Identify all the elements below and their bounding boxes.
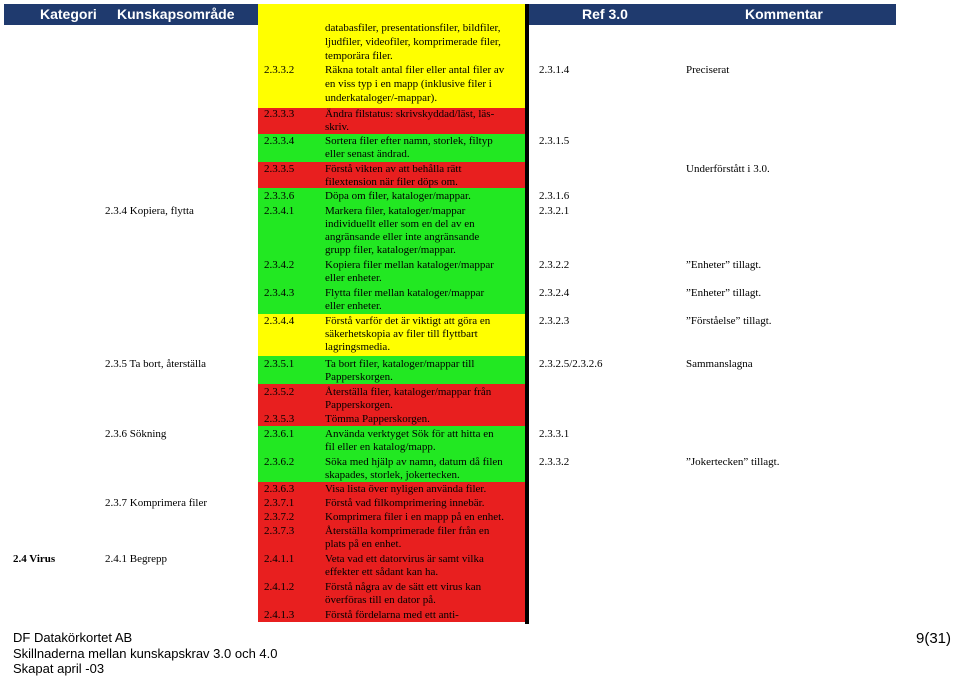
moment-text: effekter ett sådant kan ha.	[325, 566, 439, 578]
ref30-cell: 2.3.2.4	[539, 287, 570, 299]
moment-text: Ändra filstatus: skrivskyddad/läst, läs-	[325, 108, 495, 120]
moment-text: fil eller en katalog/mapp.	[325, 441, 436, 453]
moment-text: ljudfiler, videofiler, komprimerade filer,	[325, 36, 501, 48]
moment-text: eller senast ändrad.	[325, 148, 410, 160]
comment-cell: ”Enheter” tillagt.	[686, 259, 762, 271]
ref40-cell: 2.3.5.1	[264, 358, 295, 370]
moment-text: lagringsmedia.	[325, 341, 391, 353]
moment-text: databasfiler, presentationsfiler, bildfiler,	[325, 22, 501, 34]
ref40-cell: 2.3.6.2	[264, 456, 295, 468]
ref30-cell: 2.3.2.2	[539, 259, 570, 271]
comment-cell: ”Jokertecken” tillagt.	[686, 456, 780, 468]
ref40-cell: 2.4.1.1	[264, 553, 295, 565]
moment-text: Förstå vikten av att behålla rätt	[325, 163, 462, 175]
ref30-cell: 2.3.1.5	[539, 135, 570, 147]
moment-text: Kopiera filer mellan kataloger/mappar	[325, 259, 494, 271]
ref40-cell: 2.3.7.3	[264, 525, 295, 537]
moment-text: Förstå vad filkomprimering innebär.	[325, 497, 485, 509]
moment-text: en viss typ i en mapp (inklusive filer i	[325, 78, 492, 90]
column-divider	[525, 4, 529, 624]
moment-text: underkataloger/-mappar).	[325, 92, 438, 104]
ref30-cell: 2.3.3.2	[539, 456, 570, 468]
moment-text: eller enheter.	[325, 300, 382, 312]
ref40-cell: 2.4.1.2	[264, 581, 295, 593]
footer-date: Skapat april -03	[13, 661, 105, 676]
moment-text: Förstå några av de sätt ett virus kan	[325, 581, 482, 593]
moment-text: säkerhetskopia av filer till flyttbart	[325, 328, 478, 340]
footer-title: Skillnaderna mellan kunskapskrav 3.0 och 4.0	[13, 646, 278, 661]
moment-text: temporära filer.	[325, 50, 393, 62]
ref30-cell: 2.3.1.6	[539, 190, 570, 202]
moment-text: Återställa filer, kataloger/mappar från	[325, 386, 492, 398]
header-ref30: Ref 3.0	[582, 6, 628, 22]
ref40-cell: 2.3.4.4	[264, 315, 295, 327]
moment-text: överföras till en dator på.	[325, 594, 436, 606]
ref40-cell: 2.3.6.1	[264, 428, 295, 440]
moment-text: Söka med hjälp av namn, datum då filen	[325, 456, 503, 468]
moment-text: angränsande eller inte angränsande	[325, 231, 480, 243]
moment-text: Komprimera filer i en mapp på en enhet.	[325, 511, 504, 523]
ref40-cell: 2.3.5.2	[264, 386, 295, 398]
moment-text: grupp filer, kataloger/mappar.	[325, 244, 456, 256]
header-kommentar: Kommentar	[745, 6, 823, 22]
moment-text: Räkna totalt antal filer eller antal filer av	[325, 64, 505, 76]
area-cell: 2.3.6 Sökning	[105, 428, 167, 440]
category-cell: 2.4 Virus	[13, 553, 56, 565]
comment-cell: Sammanslagna	[686, 358, 753, 370]
area-cell: 2.4.1 Begrepp	[105, 553, 168, 565]
ref40-cell: 2.3.4.1	[264, 205, 295, 217]
header-kategori: Kategori	[40, 6, 97, 22]
moment-text: skapades, storlek, jokertecken.	[325, 469, 460, 481]
area-cell: 2.3.5 Ta bort, återställa	[105, 358, 207, 370]
comment-cell: ”Enheter” tillagt.	[686, 287, 762, 299]
moment-text: Veta vad ett datorvirus är samt vilka	[325, 553, 484, 565]
footer-company: DF Datakörkortet AB	[13, 630, 133, 645]
ref30-cell: 2.3.3.1	[539, 428, 570, 440]
moment-text: eller enheter.	[325, 272, 382, 284]
comment-cell: Preciserat	[686, 64, 730, 76]
ref40-cell: 2.3.3.6	[264, 190, 295, 202]
moment-text: Flytta filer mellan kataloger/mappar	[325, 287, 485, 299]
ref30-cell: 2.3.2.3	[539, 315, 570, 327]
ref40-cell: 2.3.4.2	[264, 259, 295, 271]
moment-text: Återställa komprimerade filer från en	[325, 525, 490, 537]
ref40-cell: 2.3.3.2	[264, 64, 295, 76]
moment-text: skriv.	[325, 121, 350, 133]
ref40-cell: 2.3.3.4	[264, 135, 295, 147]
moment-text: Döpa om filer, kataloger/mappar.	[325, 190, 471, 202]
page-number: 9(31)	[916, 630, 952, 647]
moment-text: Använda verktyget Sök för att hitta en	[325, 428, 494, 440]
ref40-cell: 2.3.3.5	[264, 163, 295, 175]
ref30-cell: 2.3.2.1	[539, 205, 570, 217]
ref30-cell: 2.3.1.4	[539, 64, 570, 76]
header-kunskapsomrade: Kunskapsområde	[117, 6, 235, 22]
moment-text: Tömma Papperskorgen.	[325, 413, 430, 425]
ref40-cell: 2.3.4.3	[264, 287, 295, 299]
comment-cell: ”Förståelse” tillagt.	[686, 315, 772, 327]
moment-text: Papperskorgen.	[325, 371, 393, 383]
ref40-cell: 2.3.6.3	[264, 483, 295, 495]
moment-text: plats på en enhet.	[325, 538, 402, 550]
ref40-cell: 2.4.1.3	[264, 609, 295, 621]
moment-text: filextension när filer döps om.	[325, 176, 458, 188]
moment-text: Förstå varför det är viktigt att göra en	[325, 315, 491, 327]
ref40-cell: 2.3.5.3	[264, 413, 295, 425]
ref30-cell: 2.3.2.5/2.3.2.6	[539, 358, 603, 370]
moment-text: Ta bort filer, kataloger/mappar till	[325, 358, 475, 370]
area-cell: 2.3.7 Komprimera filer	[105, 497, 208, 509]
moment-text: individuellt eller som en del av en	[325, 218, 475, 230]
area-cell: 2.3.4 Kopiera, flytta	[105, 205, 194, 217]
moment-text: Papperskorgen.	[325, 399, 393, 411]
moment-text: Förstå fördelarna med ett anti-	[325, 609, 459, 621]
comment-cell: Underförstått i 3.0.	[686, 163, 770, 175]
moment-text: Markera filer, kataloger/mappar	[325, 205, 466, 217]
ref40-cell: 2.3.7.1	[264, 497, 295, 509]
moment-text: Visa lista över nyligen använda filer.	[325, 483, 487, 495]
moment-text: Sortera filer efter namn, storlek, filtyp	[325, 135, 493, 147]
ref40-cell: 2.3.3.3	[264, 108, 295, 120]
ref40-cell: 2.3.7.2	[264, 511, 295, 523]
